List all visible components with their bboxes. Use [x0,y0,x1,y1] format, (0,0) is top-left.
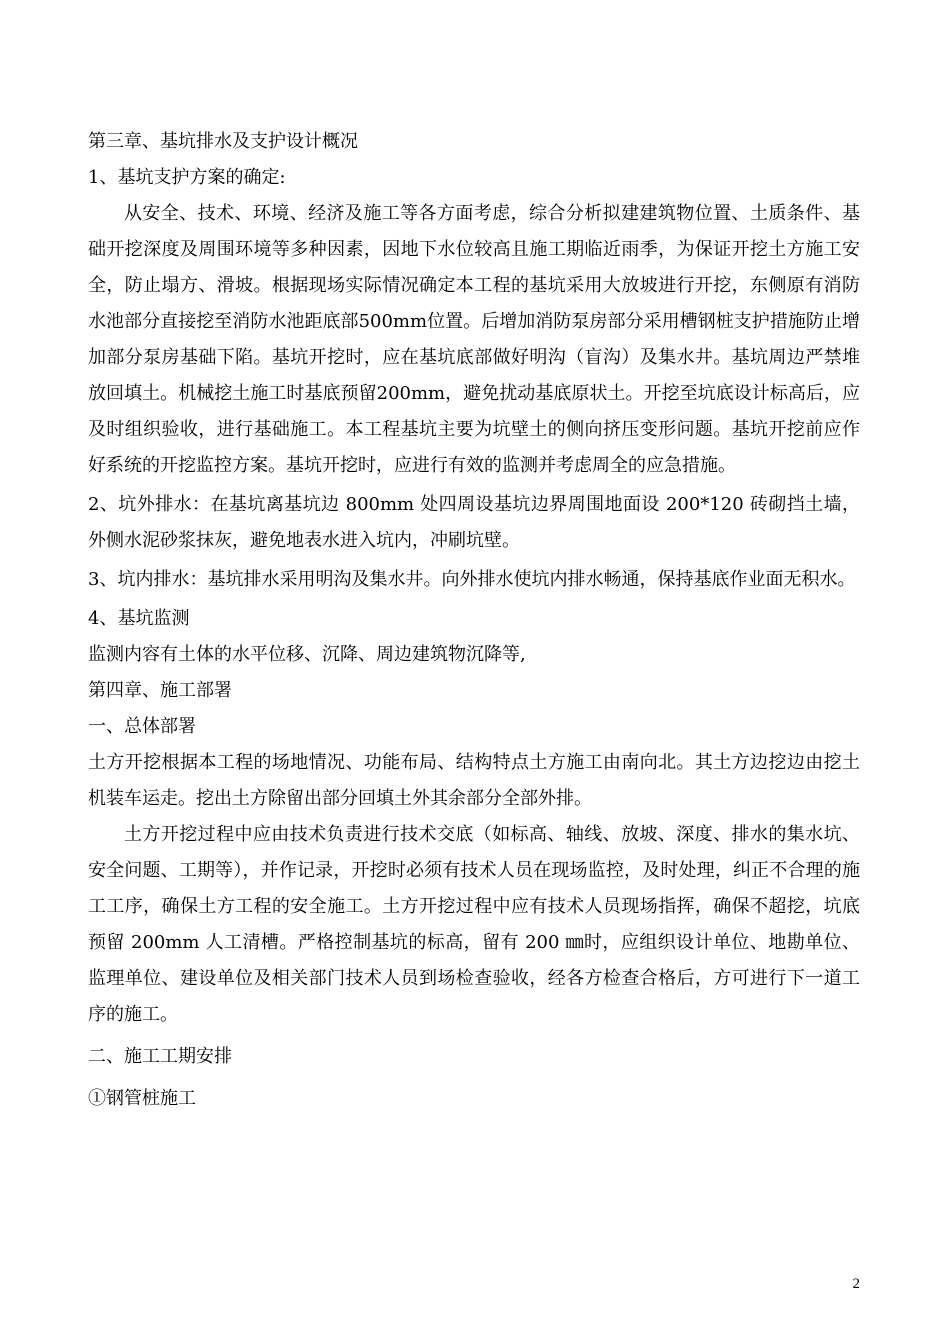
section-3-paragraph: 3、坑内排水：基坑排水采用明沟及集水井。向外排水使坑内排水畅通，保持基底作业面无积水。 [88,569,856,590]
section-4-heading: 4、基坑监测 [88,608,190,629]
section-2-paragraph: 2、坑外排水：在基坑离基坑边 800mm 处四周设基坑边界周围地面设 200*120 砖砌挡土墙，外侧水泥砂浆抹灰，避免地表水进入坑内，冲刷坑壁。 [88,494,860,551]
section-1-paragraph: 从安全、技术、环境、经济及施工等各方面考虑，综合分析拟建建筑物位置、土质条件、基础开挖深度及周围环境等多种因素，因地下水位较高且施工期临近雨季，为保证开挖土方施工安全，防止塌方、滑坡。根据现场实际情况确定本工程的基坑采用大放坡进行开挖，东侧原有消防水池部分直接挖至消防水池距底部500mm位置。后增加消防泵房部分采用槽钢桩支护措施防止增加部分泵房基础下陷。基坑开挖时，应在基坑底部做好明沟（盲沟）及集水井。基坑周边严禁堆放回填土。机械挖土施工时基底预留200mm，避免扰动基底原状土。开挖至坑底设计标高后，应及时组织验收，进行基础施工。本工程基坑主要为坑壁土的侧向挤压变形问题。基坑开挖前应作好系统的开挖监控方案。基坑开挖时，应进行有效的监测并考虑周全的应急措施。 [88,203,860,476]
page-number: 2 [852,1276,860,1292]
document-body [88,124,860,1117]
part-2-heading: 二、施工工期安排 [88,1046,232,1067]
chapter-4-title: 第四章、施工部署 [88,680,232,701]
section-1-heading: 1、基坑支护方案的确定: [88,167,286,188]
part-1-paragraph-2: 土方开挖过程中应由技术负责进行技术交底（如标高、轴线、放坡、深度、排水的集水坑、安全问题、工期等），并作记录，开挖时必须有技术人员在现场监控，及时处理，纠正不合理的施工工序，确保土方工程的安全施工。土方开挖过程中应有技术人员现场指挥，确保不超挖，坑底预留 200mm 人工清槽。严格控制基坑的标高，留有 200 ㎜时，应组织设计单位、地勘单位、监理单位、建设单位及相关部门技术人员到场检查验收，经各方检查合格后，方可进行下一道工序的施工。 [88,824,860,1025]
chapter-3-title: 第三章、基坑排水及支护设计概况 [88,131,358,152]
part-1-heading: 一、总体部署 [88,716,196,737]
part-2-item-1: ①钢管桩施工 [88,1088,196,1109]
section-4-content: 监测内容有土体的水平位移、沉降、周边建筑物沉降等, [88,644,526,665]
part-1-paragraph-1: 土方开挖根据本工程的场地情况、功能布局、结构特点土方施工由南向北。其土方边挖边由挖土机装车运走。挖出土方除留出部分回填土外其余部分全部外排。 [88,752,860,809]
